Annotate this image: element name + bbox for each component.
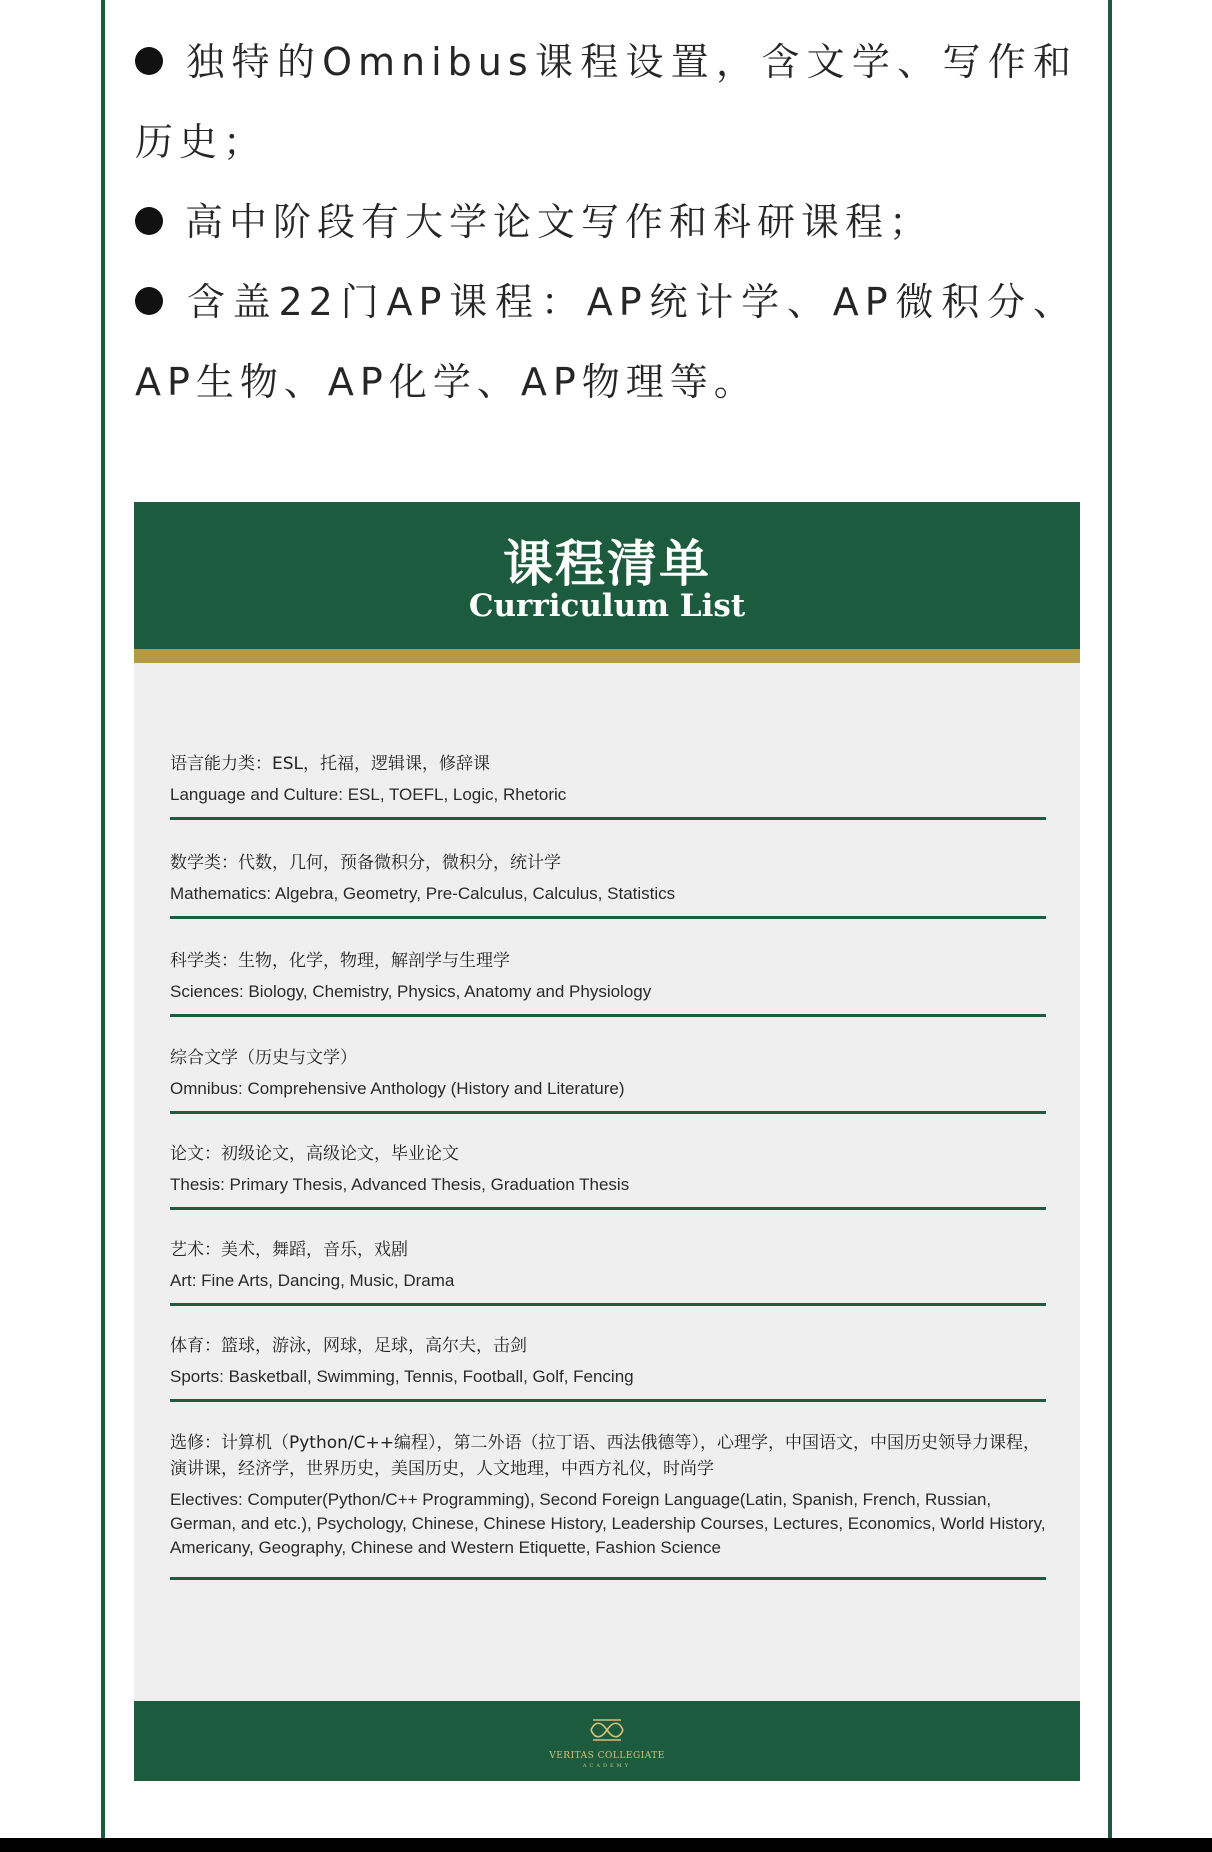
right-border-line (1108, 0, 1112, 1838)
section-zh: 选修：计算机（Python/C++编程），第二外语（拉丁语、西法俄德等），心理学，中国语文，中国历史领导力课程，演讲课，经济学，世界历史，美国历史，人文地理，中西方礼仪，时尚学 (170, 1433, 1041, 1479)
gold-divider-band (134, 649, 1080, 663)
section-en: Sports: Basketball, Swimming, Tennis, Football, Golf, Fencing (170, 1367, 634, 1386)
bullet-item (135, 262, 1077, 422)
section-omnibus (170, 1045, 1046, 1114)
section-language (170, 751, 1046, 820)
logo-name: VERITAS COLLEGIATE (549, 1751, 665, 1761)
section-en: Electives: Computer(Python/C++ Programming), Second Foreign Language(Latin, Spanish, French, Russian, German, and etc.), Psychology, Chinese, Chinese History, Leadership Courses, Lectures, Economics, World History, Americany, Geography, Chinese and Western Etiquette, Fashion Science (170, 1490, 1046, 1557)
section-en: Thesis: Primary Thesis, Advanced Thesis, Graduation Thesis (170, 1175, 630, 1194)
section-art (170, 1237, 1046, 1306)
section-mathematics (170, 850, 1046, 919)
bullet-text: 独特的Omnibus课程设置，含文学、写作和历史； (135, 40, 1077, 164)
section-en: Mathematics: Algebra, Geometry, Pre-Calculus, Calculus, Statistics (170, 884, 676, 903)
section-sciences (170, 948, 1046, 1017)
section-en: Art: Fine Arts, Dancing, Music, Drama (170, 1271, 455, 1290)
title-english: Curriculum List (468, 588, 746, 624)
bullet-item (135, 22, 1077, 182)
bottom-black-bar (0, 1838, 1212, 1852)
section-en: Omnibus: Comprehensive Anthology (History and Literature) (170, 1079, 625, 1098)
left-border-line (101, 0, 105, 1838)
logo-subtitle: ACADEMY (582, 1763, 632, 1769)
title-chinese: 课程清单 (503, 535, 711, 593)
intro-bullets (135, 22, 1077, 422)
section-thesis (170, 1141, 1046, 1210)
section-en: Language and Culture: ESL, TOEFL, Logic, Rhetoric (170, 785, 567, 804)
section-zh: 数学类：代数，几何，预备微积分，微积分，统计学 (170, 853, 561, 873)
section-zh: 艺术：美术，舞蹈，音乐，戏剧 (170, 1240, 408, 1260)
section-zh: 语言能力类：ESL，托福，逻辑课，修辞课 (170, 754, 491, 774)
section-zh: 科学类：生物，化学，物理，解剖学与生理学 (170, 951, 510, 971)
academy-logo-icon (587, 1717, 627, 1743)
curriculum-card (134, 502, 1080, 1781)
section-zh: 体育：篮球，游泳，网球，足球，高尔夫，击剑 (170, 1336, 527, 1356)
card-header (134, 502, 1080, 649)
bullet-dot-icon (135, 47, 163, 75)
section-sports (170, 1333, 1046, 1402)
section-electives (170, 1430, 1046, 1580)
bullet-dot-icon (135, 287, 163, 315)
bullet-dot-icon (135, 207, 163, 235)
card-footer (134, 1701, 1080, 1781)
bullet-text: 高中阶段有大学论文写作和科研课程； (185, 200, 934, 244)
section-zh: 论文：初级论文，高级论文，毕业论文 (170, 1144, 459, 1164)
bullet-item (135, 182, 1077, 262)
section-zh: 综合文学（历史与文学） (170, 1048, 357, 1068)
section-en: Sciences: Biology, Chemistry, Physics, Anatomy and Physiology (170, 982, 652, 1001)
bullet-text: 含盖22门AP课程：AP统计学、AP微积分、AP生物、AP化学、AP物理等。 (135, 280, 1077, 404)
